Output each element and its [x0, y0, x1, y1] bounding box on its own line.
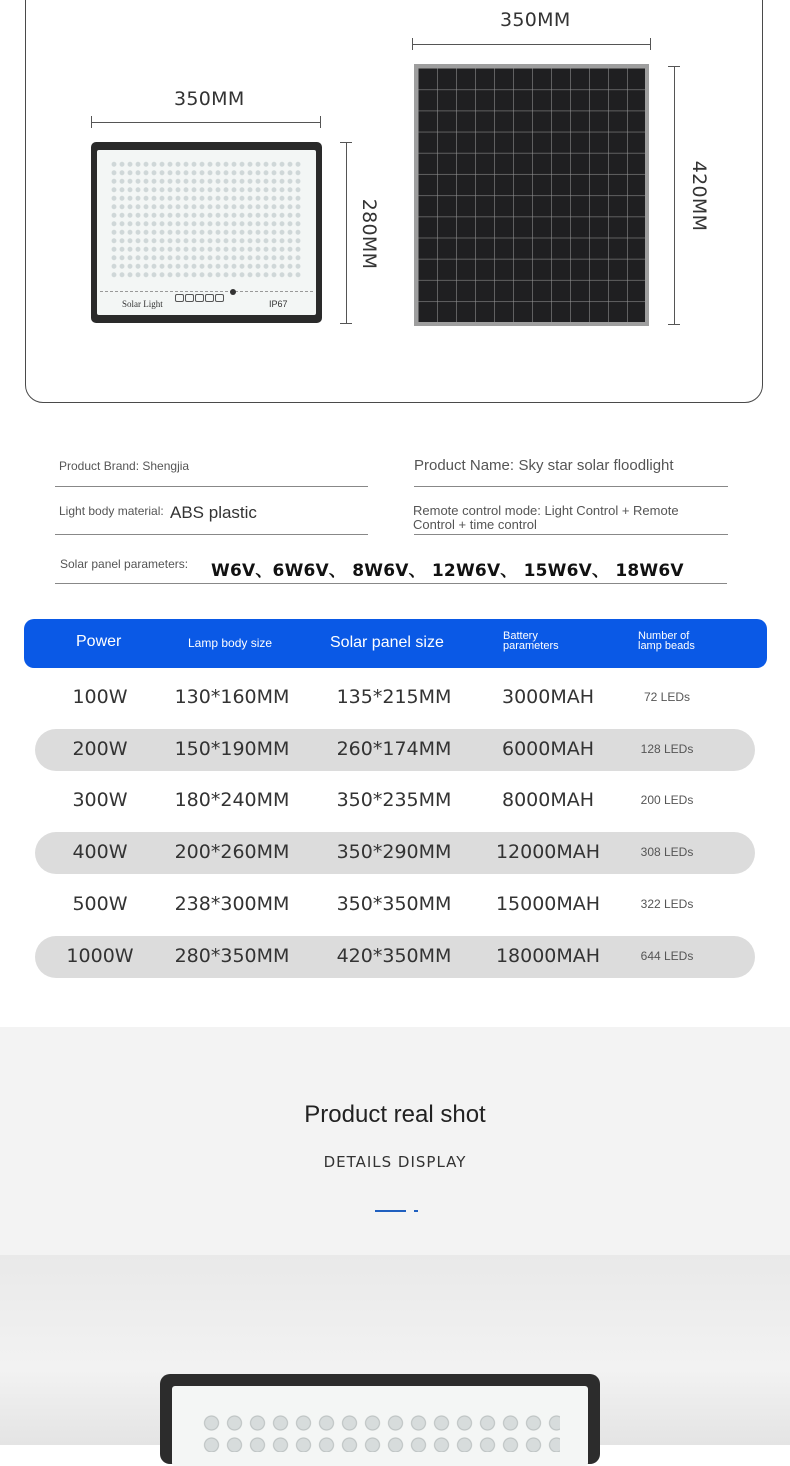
- panel-width-line: [412, 44, 650, 45]
- spec-divider: [414, 534, 728, 535]
- details-accent-bar: [375, 1210, 406, 1212]
- floodlight-led-grid: [110, 160, 303, 280]
- lamp-width-tick-left: [91, 116, 92, 128]
- table-cell-panel: 260*174MM: [336, 738, 452, 760]
- table-cell-lamp: 180*240MM: [174, 789, 290, 811]
- header-panel-size: Solar panel size: [330, 634, 444, 651]
- panel-width-tick-right: [650, 38, 651, 50]
- panel-height-line: [674, 66, 675, 324]
- table-cell-battery: 6000MAH: [501, 738, 595, 760]
- spec-divider: [414, 486, 728, 487]
- table-cell-leds: 200 LEDs: [640, 793, 694, 807]
- header-beads-line1: Number of: [638, 630, 690, 642]
- header-lamp-size: Lamp body size: [188, 636, 273, 650]
- table-cell-power: 200W: [72, 738, 128, 760]
- header-beads-line2: lamp beads: [638, 640, 695, 652]
- table-cell-leds: 72 LEDs: [643, 690, 691, 704]
- photo-floodlight-leds: [200, 1412, 560, 1452]
- table-cell-panel: 350*350MM: [336, 893, 452, 915]
- lamp-height-tick-bottom: [340, 323, 352, 324]
- table-cell-panel: 135*215MM: [336, 686, 452, 708]
- panel-width-label: 350MM: [500, 9, 571, 31]
- table-cell-leds: 128 LEDs: [640, 742, 694, 756]
- lamp-width-tick-right: [320, 116, 321, 128]
- brand-label: Product Brand: Shengjia: [59, 459, 190, 473]
- table-cell-panel: 420*350MM: [336, 945, 452, 967]
- floodlight-sensor-icon: [230, 289, 236, 295]
- table-cell-power: 300W: [72, 789, 128, 811]
- remote-control-label: Remote control mode: Light Control + Remote Control + time control: [413, 503, 679, 532]
- floodlight-rating-label: IP67: [269, 299, 288, 309]
- details-title: Product real shot: [304, 1101, 486, 1128]
- panel-height-tick-top: [668, 66, 680, 67]
- material-label: Light body material:: [59, 504, 164, 518]
- solar-params-label: Solar panel parameters:: [60, 557, 189, 571]
- product-name-value: Sky star solar floodlight: [518, 457, 674, 474]
- panel-height-tick-bottom: [668, 324, 680, 325]
- material-value: ABS plastic: [170, 503, 257, 522]
- table-cell-power: 500W: [72, 893, 128, 915]
- panel-height-label: 420MM: [688, 160, 710, 232]
- lamp-width-line: [91, 122, 320, 123]
- floodlight-indicators: [175, 289, 225, 307]
- table-cell-power: 400W: [72, 841, 128, 863]
- table-cell-lamp: 238*300MM: [174, 893, 290, 915]
- header-beads: [638, 631, 695, 651]
- lamp-height-tick-top: [340, 142, 352, 143]
- table-cell-lamp: 150*190MM: [174, 738, 290, 760]
- table-cell-leds: 322 LEDs: [640, 897, 694, 911]
- table-cell-battery: 3000MAH: [501, 686, 595, 708]
- lamp-height-label: 280MM: [358, 198, 380, 270]
- spec-divider: [55, 486, 368, 487]
- table-cell-panel: 350*235MM: [336, 789, 452, 811]
- floodlight-brand-label: Solar Light: [122, 299, 163, 309]
- table-cell-power: 100W: [72, 686, 128, 708]
- header-battery-line1: Battery: [503, 630, 538, 642]
- table-cell-battery: 15000MAH: [495, 893, 601, 915]
- details-subtitle: DETAILS DISPLAY: [323, 1153, 467, 1171]
- table-cell-power: 1000W: [66, 945, 134, 967]
- table-cell-lamp: 200*260MM: [174, 841, 290, 863]
- product-name-row: [414, 457, 674, 475]
- table-cell-lamp: 130*160MM: [174, 686, 290, 708]
- header-battery-line2: parameters: [503, 640, 559, 652]
- panel-width-tick-left: [412, 38, 413, 50]
- product-name-label: Product Name:: [414, 457, 515, 474]
- table-cell-battery: 8000MAH: [501, 789, 595, 811]
- table-cell-lamp: 280*350MM: [174, 945, 290, 967]
- table-cell-battery: 12000MAH: [495, 841, 601, 863]
- lamp-width-label: 350MM: [174, 88, 245, 110]
- spec-divider: [55, 534, 368, 535]
- table-cell-panel: 350*290MM: [336, 841, 452, 863]
- solar-params-value: W6V、6W6V、 8W6V、 12W6V、 15W6V、 18W6V: [211, 561, 684, 581]
- spec-divider: [55, 583, 727, 584]
- lamp-height-line: [346, 142, 347, 323]
- header-battery: [503, 631, 559, 651]
- header-power: Power: [76, 633, 122, 650]
- table-cell-leds: 308 LEDs: [640, 845, 694, 859]
- table-cell-battery: 18000MAH: [495, 945, 601, 967]
- details-accent-dot: [414, 1210, 418, 1212]
- table-cell-leds: 644 LEDs: [640, 949, 694, 963]
- solar-panel-cells: [418, 68, 645, 322]
